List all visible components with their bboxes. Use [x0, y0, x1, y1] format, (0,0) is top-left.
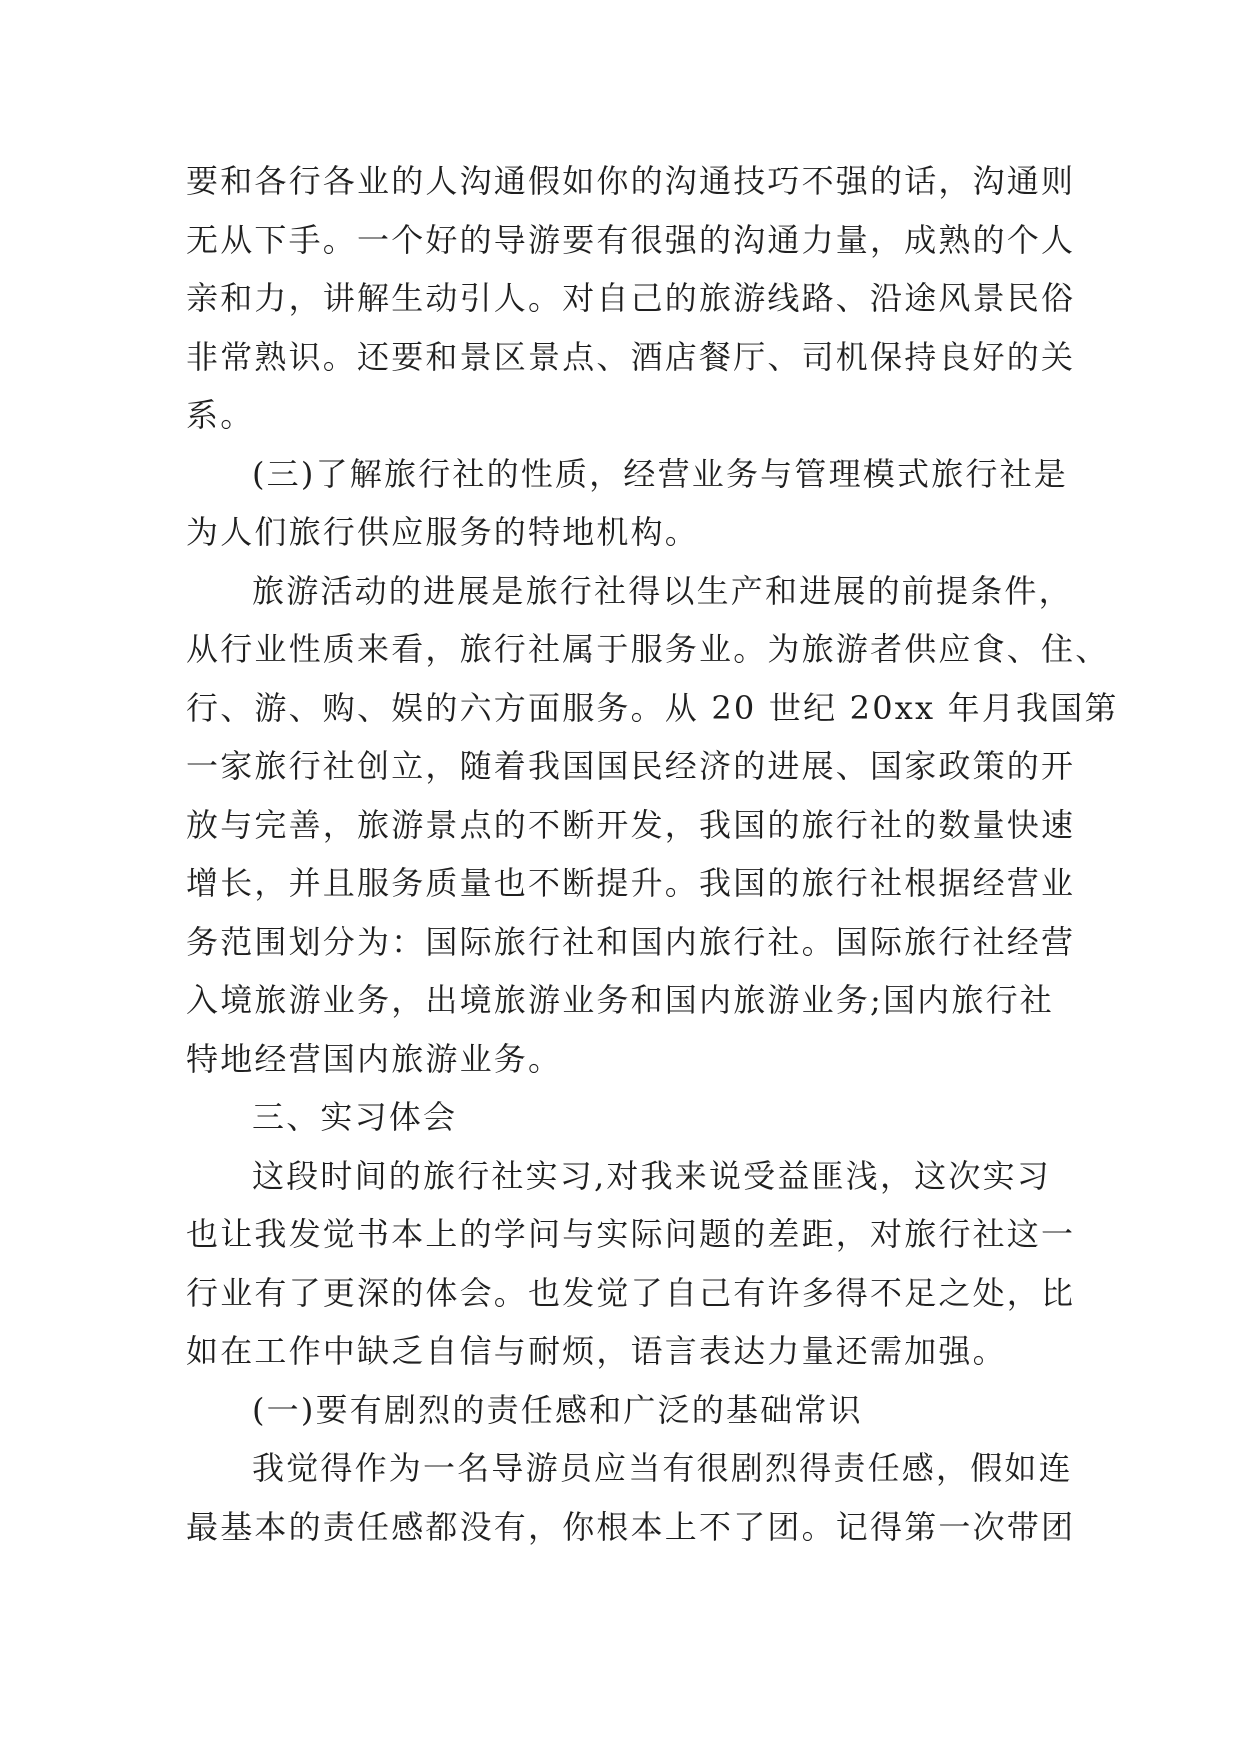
paragraph-agency-nature-heading	[186, 445, 1068, 562]
text-line: 非常熟识。还要和景区景点、酒店餐厅、司机保持良好的关	[186, 337, 1076, 376]
section-heading-internship-experience	[186, 1088, 1054, 1147]
text-line: 旅游活动的进展是旅行社得以生产和进展的前提条件，	[252, 571, 1073, 610]
text-line: 行业有了更深的体会。也发觉了自己有许多得不足之处，比	[186, 1273, 1076, 1312]
paragraph-responsibility	[186, 1439, 1076, 1556]
text-line: 最基本的责任感都没有，你根本上不了团。记得第一次带团	[186, 1507, 1076, 1546]
text-line: 行、游、购、娱的六方面服务。从 20 世纪 20xx 年月我国第	[186, 688, 1119, 727]
text-line: 三、实习体会	[252, 1098, 458, 1136]
paragraph-internship-reflection	[186, 1147, 1076, 1381]
text-line: (三)了解旅行社的性质，经营业务与管理模式旅行社是	[252, 454, 1068, 493]
text-line: 特地经营国内旅游业务。	[186, 1039, 563, 1078]
paragraph-agency-development	[186, 562, 1119, 1089]
text-line: 系。	[186, 396, 255, 434]
text-line: 一家旅行社创立，随着我国国民经济的进展、国家政策的开	[186, 747, 1076, 785]
text-line: 亲和力，讲解生动引人。对自己的旅游线路、沿途风景民俗	[186, 279, 1076, 317]
text-line: 务范围划分为：国际旅行社和国内旅行社。国际旅行社经营	[186, 922, 1076, 961]
text-line: (一)要有剧烈的责任感和广泛的基础常识	[252, 1390, 863, 1429]
document-body	[186, 152, 1119, 1556]
text-line: 也让我发觉书本上的学问与实际问题的差距，对旅行社这一	[186, 1215, 1076, 1253]
text-line: 无从下手。一个好的导游要有很强的沟通力量，成熟的个人	[186, 220, 1076, 259]
text-line: 这段时间的旅行社实习,对我来说受益匪浅，这次实习	[252, 1156, 1051, 1195]
text-line: 我觉得作为一名导游员应当有很剧烈得责任感，假如连	[252, 1449, 1073, 1487]
text-line: 放与完善，旅游景点的不断开发，我国的旅行社的数量快速	[186, 805, 1076, 844]
text-line: 增长，并且服务质量也不断提升。我国的旅行社根据经营业	[186, 864, 1076, 902]
text-line: 要和各行各业的人沟通假如你的沟通技巧不强的话，沟通则	[186, 162, 1076, 200]
paragraph-communication-skills	[186, 152, 1076, 445]
text-line: 如在工作中缺乏自信与耐烦，语言表达力量还需加强。	[186, 1332, 1007, 1370]
text-line: 从行业性质来看，旅行社属于服务业。为旅游者供应食、住、	[186, 630, 1110, 668]
text-line: 入境旅游业务，出境旅游业务和国内旅游业务;国内旅行社	[186, 981, 1054, 1019]
text-line: 为人们旅行供应服务的特地机构。	[186, 513, 700, 551]
subsection-heading-responsibility	[186, 1381, 1054, 1440]
